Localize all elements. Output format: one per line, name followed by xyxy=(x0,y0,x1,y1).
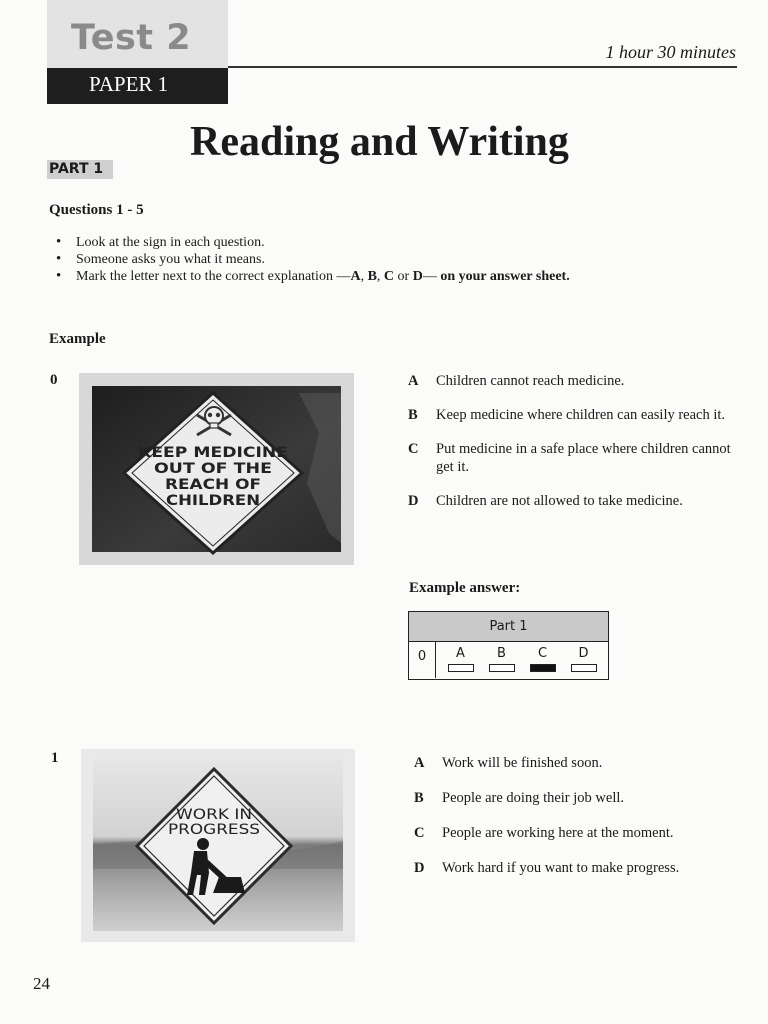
option-letter: D xyxy=(414,860,425,876)
answer-box xyxy=(448,664,474,672)
sign-text-line: PROGRESS xyxy=(168,822,261,838)
sign-text-line: KEEP MEDICINE xyxy=(138,445,288,461)
answer-box xyxy=(571,664,597,672)
test-title: Test 2 xyxy=(71,18,192,58)
instruction-item: • Someone asks you what it means. xyxy=(56,251,570,268)
instruction-joiner: , xyxy=(376,269,384,284)
option-item xyxy=(414,789,744,807)
instruction-letter: C xyxy=(383,269,395,284)
header-rule xyxy=(228,66,737,68)
option-item xyxy=(414,824,744,842)
answer-choice-d xyxy=(571,642,597,678)
option-text: Work will be finished soon. xyxy=(442,755,603,771)
instruction-joiner: , xyxy=(360,269,368,284)
example-label: Example xyxy=(49,331,106,347)
option-item xyxy=(414,754,744,772)
option-text: Children cannot reach medicine. xyxy=(436,373,625,389)
example-sign-image xyxy=(79,373,354,565)
answer-box xyxy=(489,664,515,672)
instruction-text: Mark the letter next to the correct explanation — xyxy=(76,269,351,284)
answer-choice-b xyxy=(489,642,515,678)
example-options-list xyxy=(408,372,738,510)
option-text: Children are not allowed to take medicine. xyxy=(436,493,683,509)
answer-grid-row xyxy=(409,642,608,678)
instruction-emphasis: on your answer sheet. xyxy=(440,269,570,284)
answer-choices xyxy=(436,642,608,678)
instruction-letter: D xyxy=(412,269,423,284)
answer-grid-title: Part 1 xyxy=(409,612,608,642)
option-item xyxy=(408,372,738,390)
question-1-options-list xyxy=(414,754,744,877)
test-header-band xyxy=(47,0,228,68)
answer-sheet-grid xyxy=(408,611,609,680)
instruction-text: — xyxy=(422,269,441,284)
page-number: 24 xyxy=(33,974,50,993)
instruction-letter: A xyxy=(350,269,361,284)
paper-label: PAPER 1 xyxy=(47,68,228,104)
answer-choice-letter: C xyxy=(537,646,548,661)
answer-box-filled xyxy=(530,664,556,672)
option-letter: C xyxy=(414,825,425,841)
answer-choice-letter: A xyxy=(456,646,465,661)
sign-text-line: WORK IN xyxy=(176,807,252,823)
option-letter: C xyxy=(408,441,419,457)
instruction-letter: B xyxy=(367,269,377,284)
instruction-item xyxy=(56,268,570,285)
option-item xyxy=(408,440,738,476)
option-text: People are doing their job well. xyxy=(442,790,625,806)
option-text: Put medicine in a safe place where children cannot get it. xyxy=(436,441,731,475)
work-sign-image xyxy=(81,749,355,942)
option-item xyxy=(408,406,738,424)
sign-text-line: REACH OF xyxy=(165,477,261,493)
answer-choice-letter: B xyxy=(497,646,506,661)
answer-choice-a xyxy=(448,642,474,678)
part-label: PART 1 xyxy=(47,160,113,179)
question-1-sign-photo xyxy=(81,749,355,942)
option-letter: A xyxy=(414,755,425,771)
answer-choice-c xyxy=(530,642,556,678)
instruction-joiner: or xyxy=(394,269,413,284)
page-title: Reading and Writing xyxy=(190,119,569,165)
option-letter: A xyxy=(408,373,419,389)
sign-text-line: CHILDREN xyxy=(166,493,260,509)
instructions-list xyxy=(56,234,570,285)
test-duration: 1 hour 30 minutes xyxy=(605,42,736,62)
option-item xyxy=(408,492,738,510)
answer-choice-letter: D xyxy=(578,646,589,661)
option-letter: B xyxy=(414,790,424,806)
option-letter: D xyxy=(408,493,419,509)
answer-row-number: 0 xyxy=(409,642,436,678)
example-answer-label: Example answer: xyxy=(409,580,521,596)
option-text: People are working here at the moment. xyxy=(442,825,674,841)
sign-text-line: OUT OF THE xyxy=(154,461,272,477)
option-text: Keep medicine where children can easily reach it. xyxy=(436,407,726,423)
question-number: 0 xyxy=(50,372,58,388)
question-number: 1 xyxy=(51,750,59,766)
option-item xyxy=(414,859,744,877)
example-sign-photo xyxy=(79,373,354,565)
option-letter: B xyxy=(408,407,418,423)
option-text: Work hard if you want to make progress. xyxy=(442,860,680,876)
questions-label: Questions 1 - 5 xyxy=(49,202,144,218)
instruction-item: • Look at the sign in each question. xyxy=(56,234,570,251)
